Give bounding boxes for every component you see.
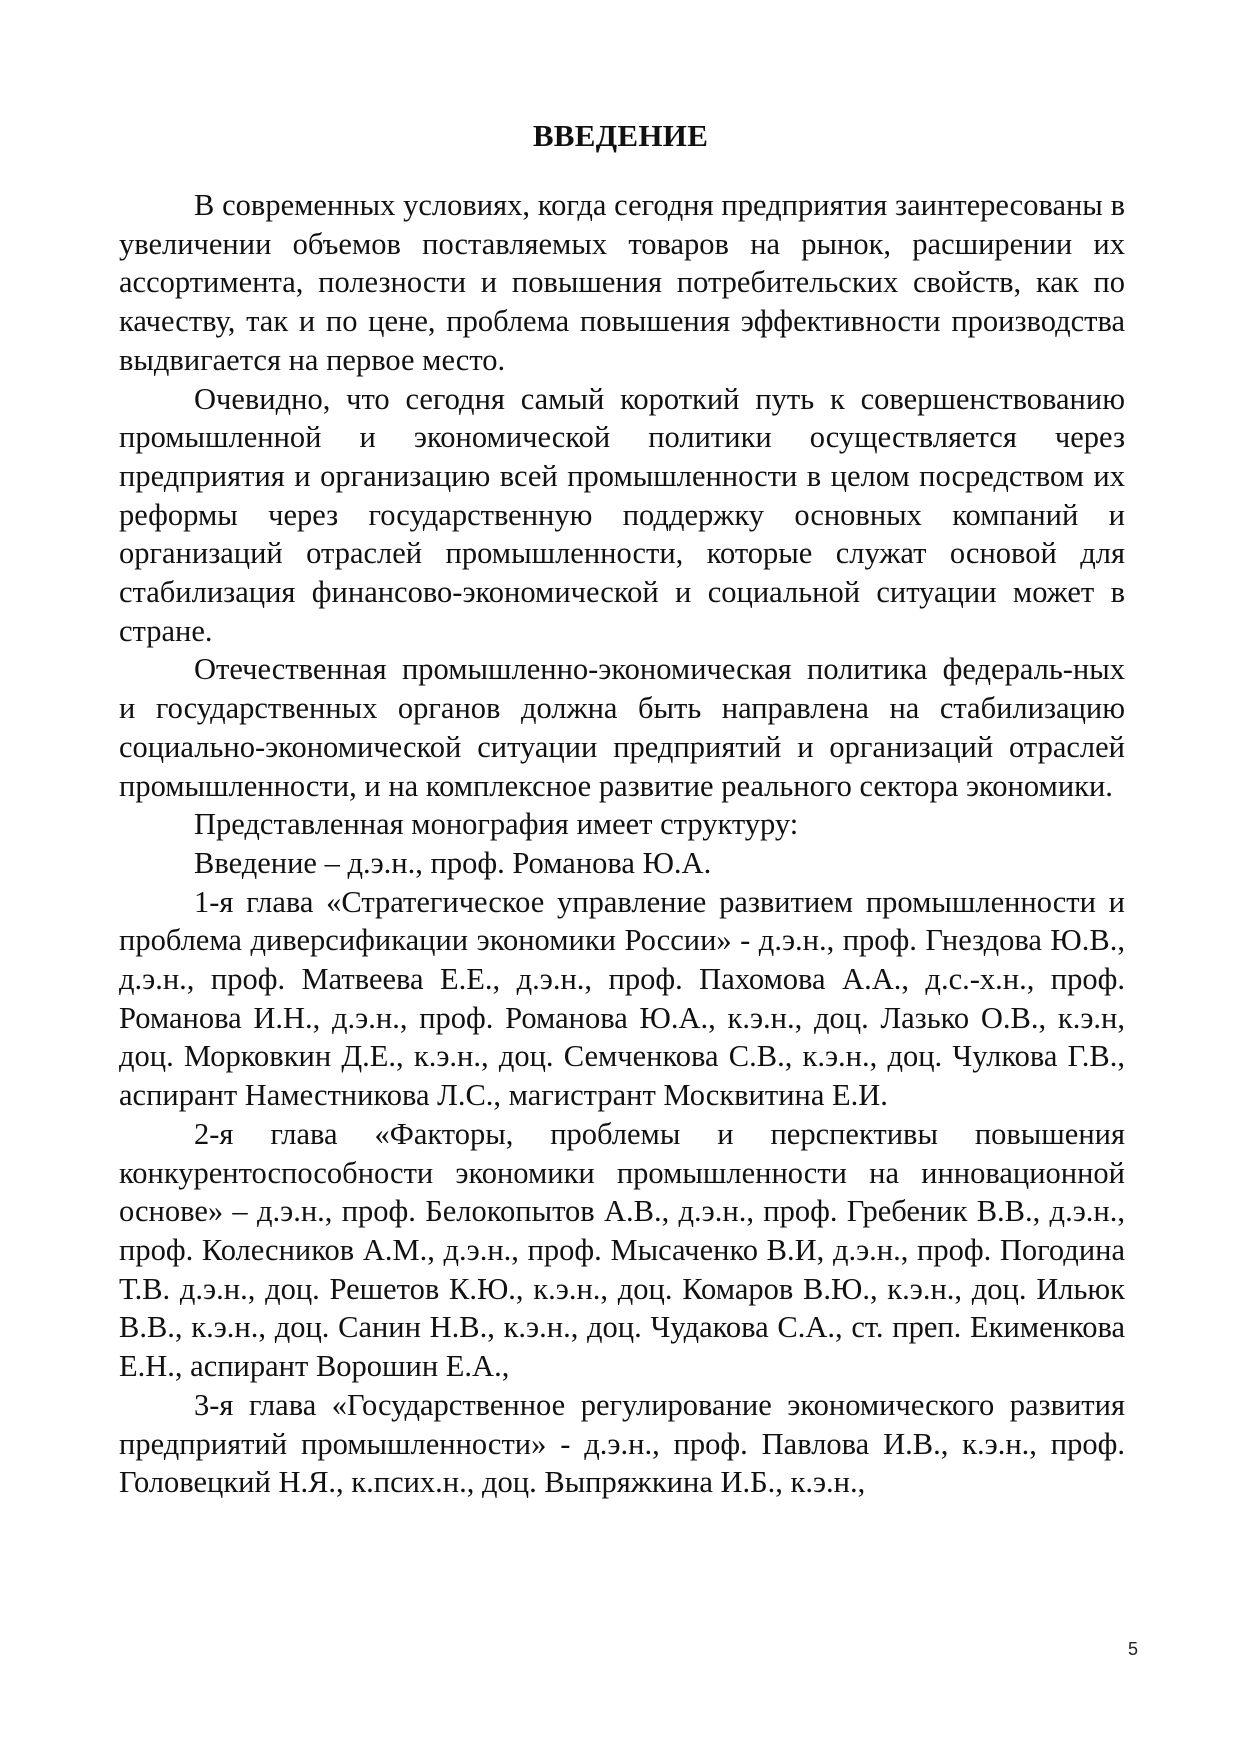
paragraph-policy: Очевидно, что сегодня самый короткий путь к совершенствованию промышленной и экономической политики осуществляется через предприятия и организацию всей промышленности в целом посредством их реформы через государственную поддержку основных компаний и организаций отраслей промышленности, которые служат основой для стабилизация финансово-экономической и социальной ситуации может в стране. (119, 381, 1125, 648)
body-text (119, 186, 1125, 1502)
paragraph-federal-policy: Отечественная промышленно-экономическая политика федераль-ных и государственных органов должна быть направлена на стабилизацию социально-экономической ситуации предприятий и организаций отраслей промышленности, и на комплексное развитие реального сектора экономики. (119, 652, 1125, 803)
paragraph-chapter-1: 1-я глава «Стратегическое управление развитием промышленности и проблема диверсификации экономики России» - д.э.н., проф. Гнездова Ю.В., д.э.н., проф. Матвеева Е.Е., д.э.н., проф. Пахомова А.А., д.с.-х.н., проф. Романова И.Н., д.э.н., проф. Романова Ю.А., к.э.н., доц. Лазько О.В., к.э.н, доц. Морковкин Д.Е., к.э.н., доц. Семченкова С.В., к.э.н., доц. Чулкова Г.В., аспирант Наместникова Л.С., магистрант Москвитина Е.И. (119, 884, 1125, 1113)
paragraph-structure: Представленная монография имеет структуру: (194, 807, 799, 842)
page-number: 5 (1127, 1639, 1138, 1659)
paragraph-intro: В современных условиях, когда сегодня предприятия заинтересованы в увеличении объемов поставляемых товаров на рынок, расширении их ассортимента, полезности и повышения потребительских свойств, как по качеству, так и по цене, проблема повышения эффективности производства выдвигается на первое место. (119, 188, 1125, 377)
page-heading: ВВЕДЕНИЕ (532, 118, 709, 153)
paragraph-chapter-2: 2-я глава «Факторы, проблемы и перспективы повышения конкурентоспособности экономики промышленности на инновационной основе» – д.э.н., проф. Белокопытов А.В., д.э.н., проф. Гребеник В.В., д.э.н., проф. Колесников А.М., д.э.н., проф. Мысаченко В.И, д.э.н., проф. Погодина Т.В. д.э.н., доц. Решетов К.Ю., к.э.н., доц. Комаров В.Ю., к.э.н., доц. Ильюк В.В., к.э.н., доц. Санин Н.В., к.э.н., доц. Чудакова С.А., ст. преп. Екименкова Е.Н., аспирант Ворошин Е.А., (119, 1116, 1125, 1384)
paragraph-chapter-3: 3-я глава «Государственное регулирование экономического развития предприятий промышленности» - д.э.н., проф. Павлова И.В., к.э.н., проф. Головецкий Н.Я., к.псих.н., доц. Выпряжкина И.Б., к.э.н., (119, 1387, 1125, 1500)
paragraph-introduction-author: Введение – д.э.н., проф. Романова Ю.А. (194, 845, 712, 880)
